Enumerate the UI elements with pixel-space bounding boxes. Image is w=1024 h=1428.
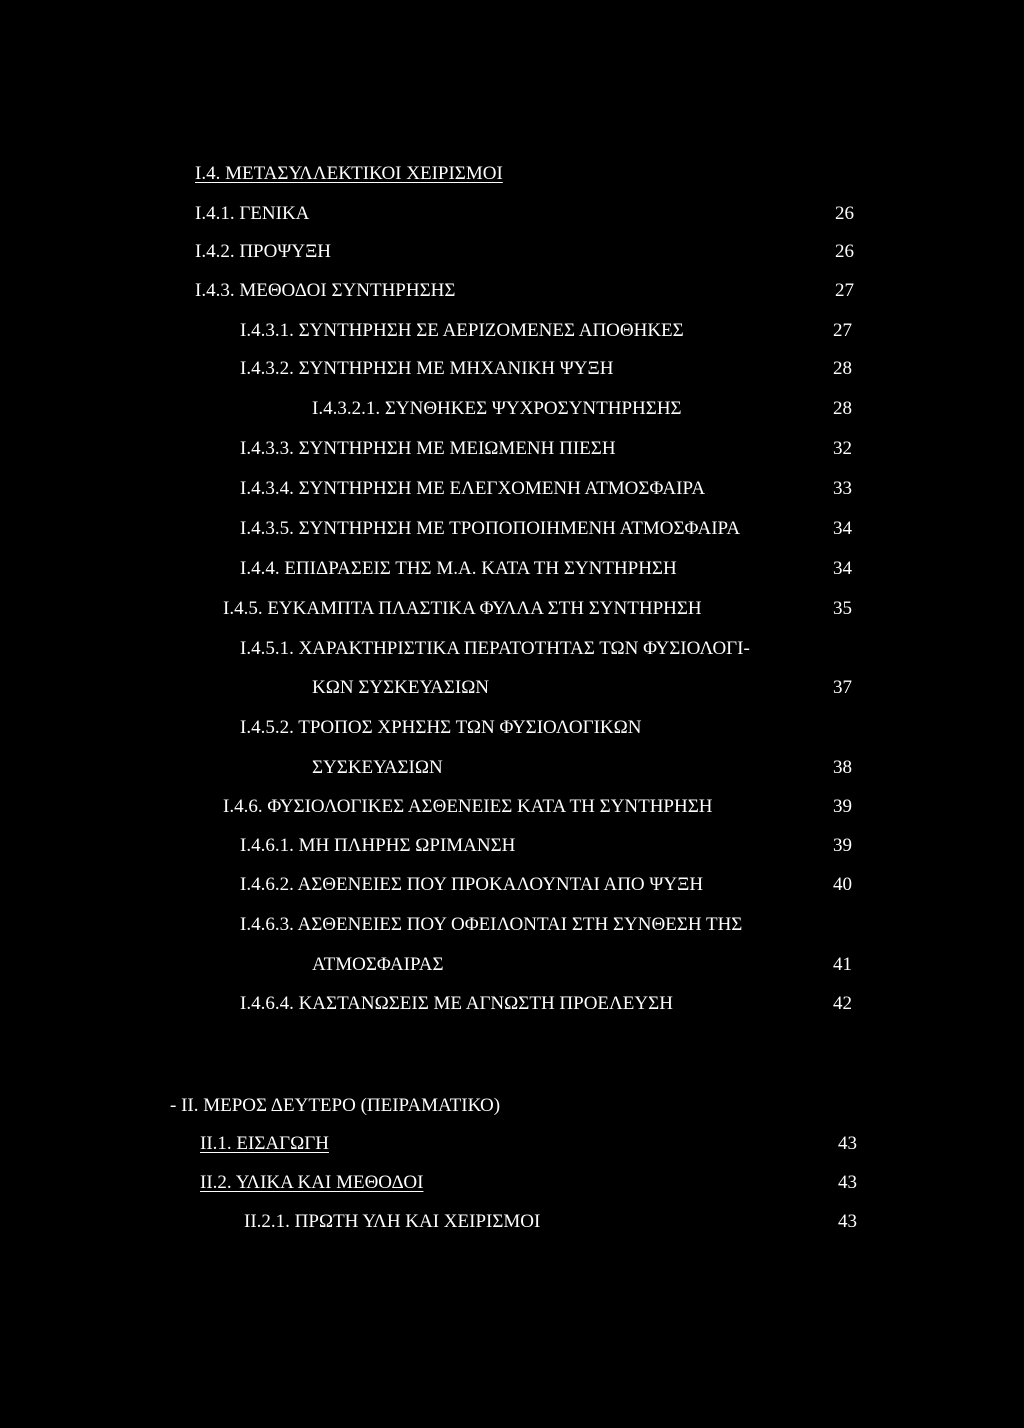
- toc-entry-title: Ι.4.5.1. ΧΑΡΑΚΤΗΡΙΣΤΙΚΑ ΠΕΡΑΤΟΤΗΤΑΣ ΤΩΝ ΦΥΣΙΟΛΟΓΙ-: [240, 638, 750, 659]
- toc-entry-title: Ι.4.3.3. ΣΥΝΤΗΡΗΣΗ ΜΕ ΜΕΙΩΜΕΝΗ ΠΙΕΣΗ: [240, 438, 616, 459]
- toc-entry-title: Ι.4.6. ΦΥΣΙΟΛΟΓΙΚΕΣ ΑΣΘΕΝΕΙΕΣ ΚΑΤΑ ΤΗ ΣΥΝΤΗΡΗΣΗ: [223, 796, 713, 817]
- toc-entry-page: 34: [833, 558, 852, 579]
- toc-entry-page: 34: [833, 518, 852, 539]
- toc-entry-title: Ι.4.3.4. ΣΥΝΤΗΡΗΣΗ ΜΕ ΕΛΕΓΧΟΜΕΝΗ ΑΤΜΟΣΦΑΙΡΑ: [240, 478, 706, 499]
- toc-entry-page: 27: [833, 320, 852, 341]
- toc-entry-title: ΚΩΝ ΣΥΣΚΕΥΑΣΙΩΝ: [312, 677, 490, 698]
- toc-entry-page: 37: [833, 677, 852, 698]
- toc-entry-page: 42: [833, 993, 852, 1014]
- toc-entry-title: Ι.4.6.3. ΑΣΘΕΝΕΙΕΣ ΠΟΥ ΟΦΕΙΛΟΝΤΑΙ ΣΤΗ ΣΥΝΘΕΣΗ ΤΗΣ: [240, 914, 743, 935]
- toc-entry-page: 43: [838, 1172, 857, 1193]
- toc-entry-title: ΙΙ.1. ΕΙΣΑΓΩΓΗ: [200, 1133, 329, 1154]
- section-ii-heading: - ΙΙ. ΜΕΡΟΣ ΔΕΥΤΕΡΟ (ΠΕΙΡΑΜΑΤΙΚΟ): [170, 1095, 501, 1116]
- toc-entry-page: 28: [833, 398, 852, 419]
- toc-entry-page: 43: [838, 1211, 857, 1232]
- toc-entry-page: 26: [835, 203, 854, 224]
- toc-entry-page: 32: [833, 438, 852, 459]
- toc-entry-title: ΙΙ.2.1. ΠΡΩΤΗ ΥΛΗ ΚΑΙ ΧΕΙΡΙΣΜΟΙ: [244, 1211, 541, 1232]
- toc-entry-title: Ι.4.3.1. ΣΥΝΤΗΡΗΣΗ ΣΕ ΑΕΡΙΖΟΜΕΝΕΣ ΑΠΟΘΗΚΕΣ: [240, 320, 684, 341]
- toc-entry-title: Ι.4.6.4. ΚΑΣΤΑΝΩΣΕΙΣ ΜΕ ΑΓΝΩΣΤΗ ΠΡΟΕΛΕΥΣΗ: [240, 993, 673, 1014]
- toc-entry-page: 38: [833, 757, 852, 778]
- toc-entry-title: Ι.4.6.1. ΜΗ ΠΛΗΡΗΣ ΩΡΙΜΑΝΣΗ: [240, 835, 516, 856]
- toc-entry-title: Ι.4.2. ΠΡΟΨΥΞΗ: [195, 241, 332, 262]
- toc-entry-page: 35: [833, 598, 852, 619]
- toc-entry-page: 41: [833, 954, 852, 975]
- toc-entry-title: Ι.4.5.2. ΤΡΟΠΟΣ ΧΡΗΣΗΣ ΤΩΝ ΦΥΣΙΟΛΟΓΙΚΩΝ: [240, 717, 642, 738]
- toc-entry-title: ΣΥΣΚΕΥΑΣΙΩΝ: [312, 757, 443, 778]
- toc-entry-page: 39: [833, 835, 852, 856]
- toc-entry-title: Ι.4.6.2. ΑΣΘΕΝΕΙΕΣ ΠΟΥ ΠΡΟΚΑΛΟΥΝΤΑΙ ΑΠΟ ΨΥΞΗ: [240, 874, 704, 895]
- toc-entry-page: 33: [833, 478, 852, 499]
- toc-entry-title: Ι.4.3.5. ΣΥΝΤΗΡΗΣΗ ΜΕ ΤΡΟΠΟΠΟΙΗΜΕΝΗ ΑΤΜΟΣΦΑΙΡΑ: [240, 518, 741, 539]
- section-i4-heading: Ι.4. ΜΕΤΑΣΥΛΛΕΚΤΙΚΟΙ ΧΕΙΡΙΣΜΟΙ: [195, 163, 503, 184]
- toc-entry-title: Ι.4.3.2.1. ΣΥΝΘΗΚΕΣ ΨΥΧΡΟΣΥΝΤΗΡΗΣΗΣ: [312, 398, 682, 419]
- toc-entry-title: Ι.4.3. ΜΕΘΟΔΟΙ ΣΥΝΤΗΡΗΣΗΣ: [195, 280, 456, 301]
- toc-entry-page: 39: [833, 796, 852, 817]
- toc-entry-page: 26: [835, 241, 854, 262]
- toc-entry-title: Ι.4.4. ΕΠΙΔΡΑΣΕΙΣ ΤΗΣ Μ.Α. ΚΑΤΑ ΤΗ ΣΥΝΤΗΡΗΣΗ: [240, 558, 677, 579]
- toc-entry-title: ΙΙ.2. ΥΛΙΚΑ ΚΑΙ ΜΕΘΟΔΟΙ: [200, 1172, 424, 1193]
- toc-entry-title: Ι.4.1. ΓΕΝΙΚΑ: [195, 203, 310, 224]
- toc-entry-page: 28: [833, 358, 852, 379]
- toc-entry-title: Ι.4.5. ΕΥΚΑΜΠΤΑ ΠΛΑΣΤΙΚΑ ΦΥΛΛΑ ΣΤΗ ΣΥΝΤΗΡΗΣΗ: [223, 598, 702, 619]
- toc-entry-title: ΑΤΜΟΣΦΑΙΡΑΣ: [312, 954, 444, 975]
- toc-entry-title: Ι.4.3.2. ΣΥΝΤΗΡΗΣΗ ΜΕ ΜΗΧΑΝΙΚΗ ΨΥΞΗ: [240, 358, 614, 379]
- toc-entry-page: 40: [833, 874, 852, 895]
- toc-entry-page: 27: [835, 280, 854, 301]
- toc-entry-page: 43: [838, 1133, 857, 1154]
